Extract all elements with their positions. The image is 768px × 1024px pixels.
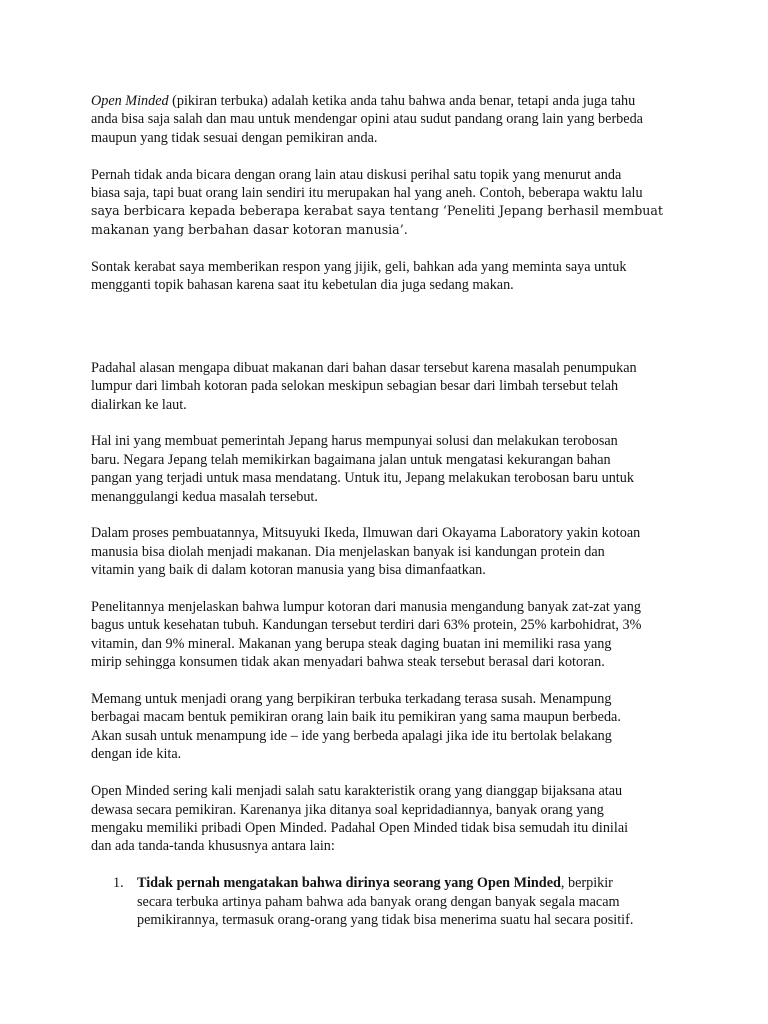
paragraph-signs: Open Minded sering kali menjadi salah satu karakteristik orang yang dianggap bijaksana atau dewasa secara pemikiran. Karenanya jika ditanya soal kepridadiannya, banyak orang yang mengaku memiliki pribadi Open Minded. Padahal Open Minded tidak bisa semudah itu dinilai dan ada tanda-tanda khususnya antara lain: <box>91 783 629 855</box>
list-item-body <box>137 875 633 928</box>
paragraph-intro <box>91 92 685 147</box>
list-item <box>91 874 685 929</box>
signs-list <box>91 874 685 929</box>
paragraph-example-text: Pernah tidak anda bicara dengan orang lain atau diskusi perihal satu topik yang menurut anda biasa saja, tapi buat orang lain sendiri itu merupakan hal yang aneh. Contoh, beberapa waktu lalu <box>91 166 643 202</box>
paragraph-research: Penelitannya menjelaskan bahwa lumpur kotoran dari manusia mengandung banyak zat-zat yang bagus untuk kesehatan tubuh. Kandungan tersebut terdiri dari 63% protein, 25% karbohidrat, 3% vitamin, dan 9% mineral. Makanan yang berupa steak daging buatan ini memiliki rasa yang mirip sehingga konsumen tidak akan menyadari bahwa steak tersebut berasal dari kotoran. <box>91 599 642 671</box>
paragraph-example <box>91 166 685 240</box>
list-item-text: , berpikir secara terbuka artinya paham bahwa ada banyak orang dengan banyak segala macam pemikirannya, termasuk orang-orang yang tidak bisa menerima suatu hal secara positif. <box>137 875 634 928</box>
paragraph-government: Hal ini yang membuat pemerintah Jepang harus mempunyai solusi dan melakukan terobosan baru. Negara Jepang telah memikirkan bagaimana jalan untuk mengatasi kekurangan bahan pangan yang terjadi untuk masa mendatang. Untuk itu, Jepang melakukan terobosan baru untuk menanggulangi kedua masalah tersebut. <box>91 433 634 505</box>
paragraph-intro-text: (pikiran terbuka) adalah ketika anda tahu bahwa anda benar, tetapi anda juga tahu anda bisa saja salah dan mau untuk mendengar opini atau sudut pandang orang lain yang berbeda maupun yang tidak sesuai dengan pemikiran anda. <box>91 93 643 146</box>
paragraph-process: Dalam proses pembuatannya, Mitsuyuki Ikeda, Ilmuwan dari Okayama Laboratory yakin kotoan manusia bisa diolah menjadi makanan. Dia menjelaskan banyak isi kandungan protein dan vitamin yang baik di dalam kotoran manusia yang bisa dimanfaatkan. <box>91 525 641 579</box>
blank-gap <box>91 313 685 359</box>
paragraph-reaction: Sontak kerabat saya memberikan respon yang jijik, geli, bahkan ada yang meminta saya untuk mengganti topik bahasan karena saat itu kebetulan dia juga sedang makan. <box>91 258 627 294</box>
term-open-minded: Open Minded <box>91 93 169 109</box>
list-item-heading: Tidak pernah mengatakan bahwa dirinya seorang yang Open Minded <box>137 875 561 892</box>
document-page <box>91 92 685 929</box>
paragraph-reason: Padahal alasan mengapa dibuat makanan dari bahan dasar tersebut karena masalah penumpukan lumpur dari limbah kotoran pada selokan meskipun sebagian besar dari limbah tersebut telah dialirkan ke laut. <box>91 359 637 413</box>
paragraph-difficulty: Memang untuk menjadi orang yang berpikiran terbuka terkadang terasa susah. Menampung berbagai macam bentuk pemikiran orang lain baik itu pemikiran yang sama maupun berbeda. Akan susah untuk menampung ide – ide yang berbeda apalagi jika ide itu bertolak belakang dengan ide kita. <box>91 691 621 763</box>
paragraph-example-quote: saya berbicara kepada beberapa kerabat saya tentang ‘Peneliti Jepang berhasil membuat makanan yang berbahan dasar kotoran manusia’. <box>91 203 663 237</box>
list-number: 1. <box>113 875 124 892</box>
